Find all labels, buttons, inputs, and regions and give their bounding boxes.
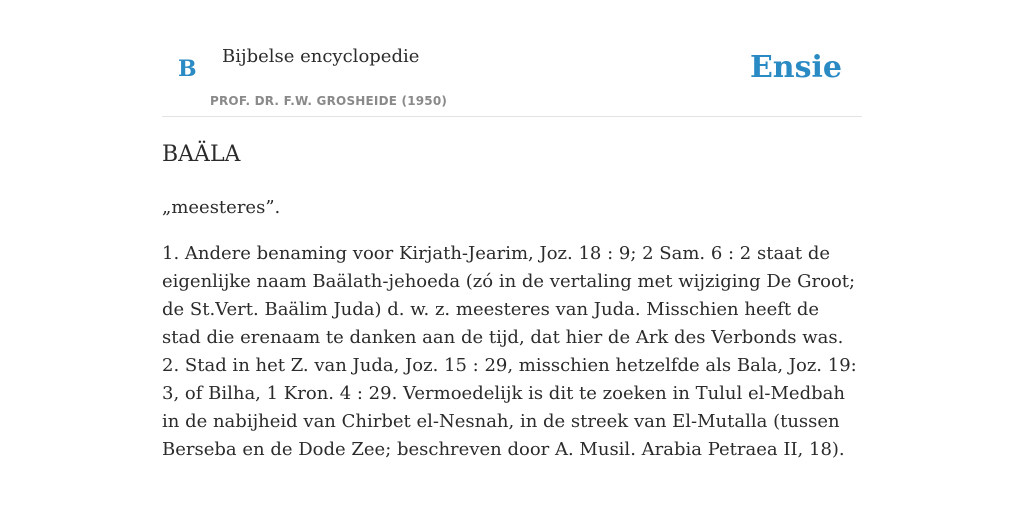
- entry-meaning: „meesteres”.: [162, 197, 281, 218]
- entry-title: BAÄLA: [162, 142, 241, 167]
- encyclopedia-title[interactable]: Bijbelse encyclopedie: [222, 46, 420, 67]
- entry-paragraph-2: 2. Stad in het Z. van Juda, Joz. 15 : 29, misschien hetzelfde als Bala, Joz. 19: 3, of Bilha, 1 Kron. 4 : 29. Vermoedelijk is dit te zoeken in Tulul el-Medbah in de nabijheid van Chirbet el-Nesnah, in de streek van El-Mutalla (tussen Berseba en de Dode Zee; beschreven door A. Musil. Arabia Petraea II, 18).: [162, 355, 857, 460]
- author-label: PROF. DR. F.W. GROSHEIDE (1950): [210, 94, 448, 108]
- entry-content: [162, 138, 862, 464]
- page-header: [162, 0, 862, 117]
- encyclopedia-logo[interactable]: B: [178, 56, 197, 82]
- entry-paragraph-1: 1. Andere benaming voor Kirjath-Jearim, Joz. 18 : 9; 2 Sam. 6 : 2 staat de eigenlijke naam Baälath-jehoeda (zó in de vertaling met wijziging De Groot; de St.Vert. Baälim Juda) d. w. z. meesteres van Juda. Misschien heeft de stad die erenaam te danken aan de tijd, dat hier de Ark des Verbonds was.: [162, 243, 856, 348]
- ensie-brand-link[interactable]: Ensie: [749, 50, 842, 85]
